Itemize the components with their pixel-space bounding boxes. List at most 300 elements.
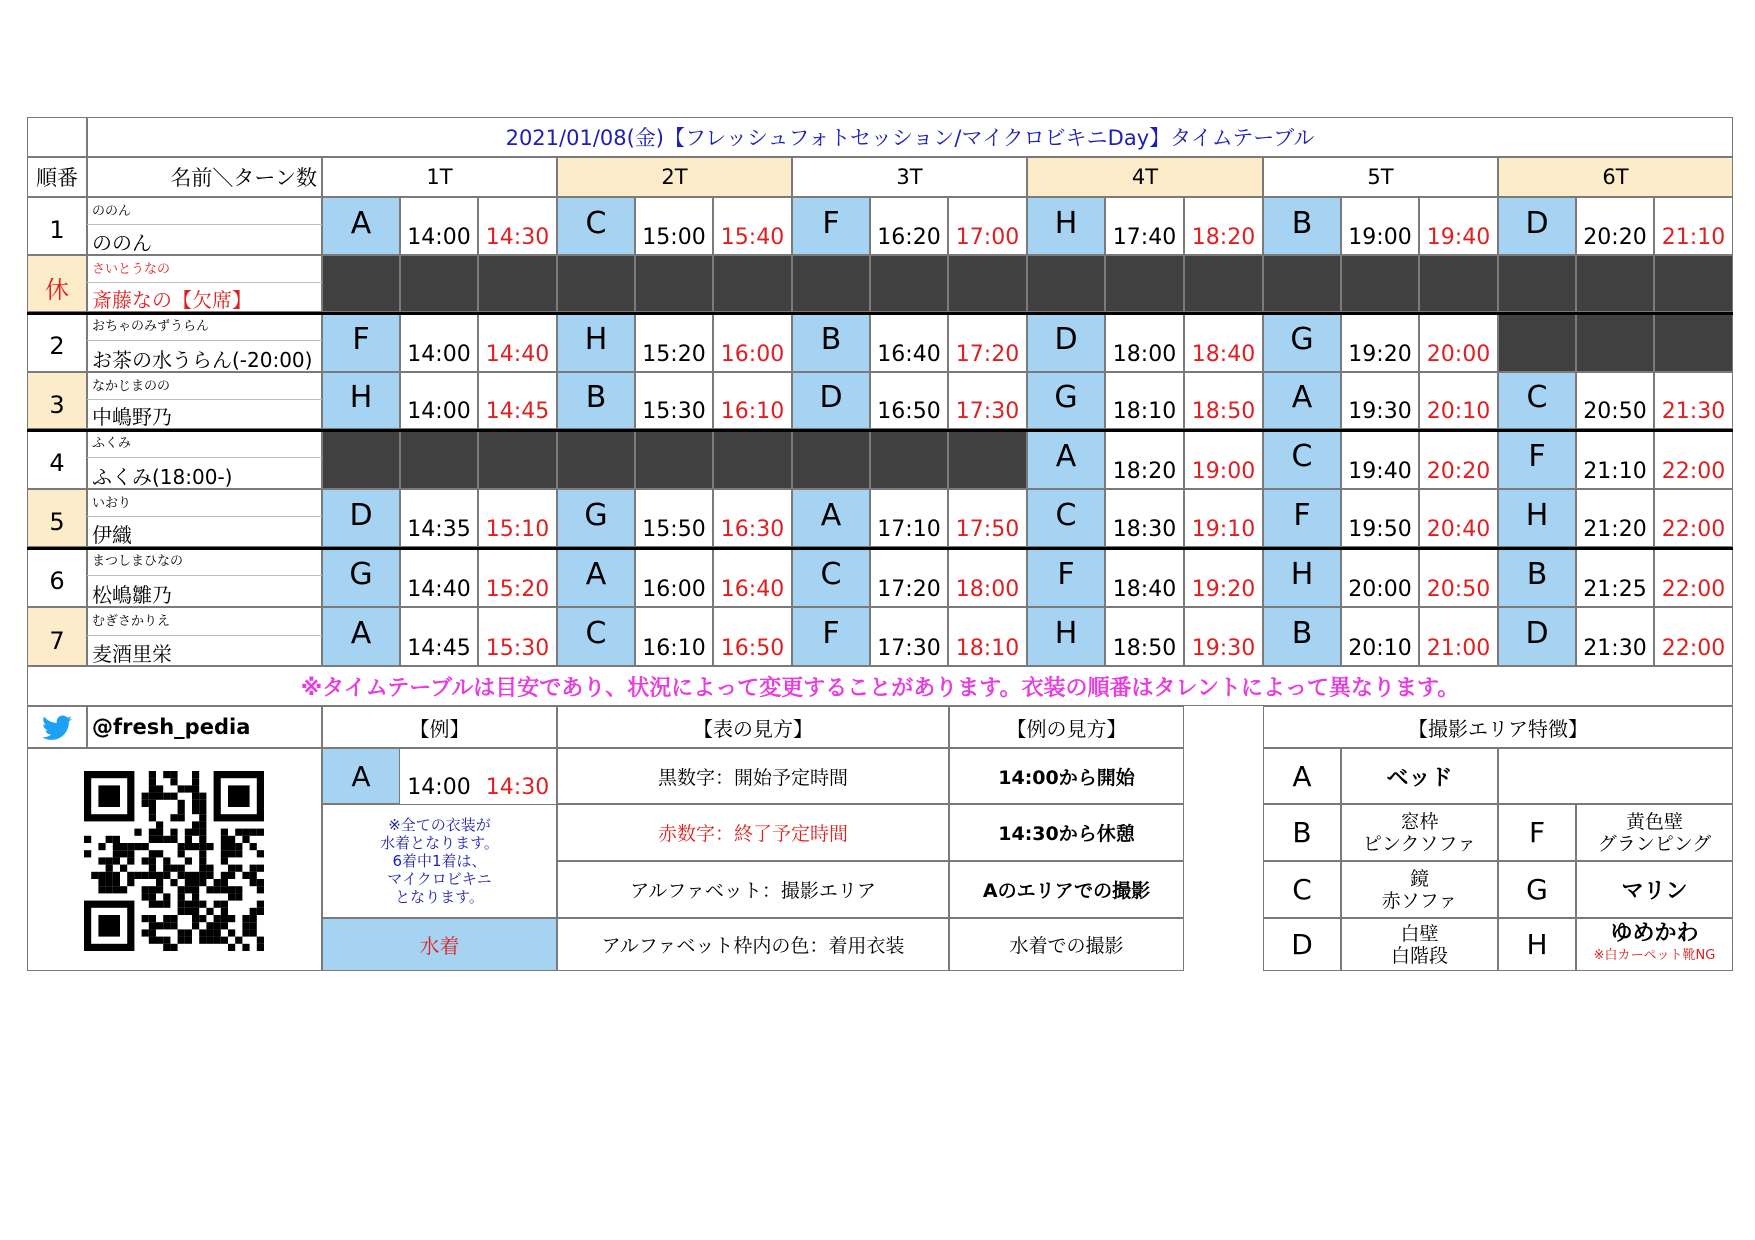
start-time: 16:10 [635,607,713,666]
qr-module [156,901,163,908]
end-time: 22:00 [1654,429,1733,489]
area-letter: D [1498,607,1576,666]
area-letter: F [792,607,870,666]
example-costume-reading: 水着での撮影 [949,918,1184,971]
qr-module [170,793,177,800]
qr-module [199,807,206,814]
qr-module [163,771,170,778]
qr-module [170,771,177,778]
name-kana: ふくみ [92,436,132,451]
empty-slot [635,255,713,312]
qr-module [235,829,242,836]
qr-module [192,778,199,785]
area-letter: F [1027,547,1105,607]
qr-module [156,879,163,886]
area-desc-line: グランピング [1597,832,1712,855]
swimsuit-note-line: 6着中1着は、 [392,852,487,870]
area-desc-line: 白壁 [1400,922,1439,945]
area-letter: F [1498,429,1576,489]
qr-module [98,915,120,937]
qr-module [178,886,185,893]
empty-slot [478,429,557,489]
empty-slot [948,429,1027,489]
qr-module [142,886,149,893]
area-letter-h: H [1498,918,1576,971]
area-desc-f [1576,804,1733,861]
qr-module [185,857,192,864]
qr-module [221,922,228,929]
qr-module [221,908,228,915]
empty-slot [870,429,948,489]
qr-module [192,872,199,879]
area-letter: D [1027,312,1105,372]
qr-module [242,872,249,879]
qr-module [206,908,213,915]
qr-module [113,879,120,886]
end-time: 16:00 [713,312,792,372]
start-time: 17:20 [870,547,948,607]
area-letter: B [557,372,635,429]
qr-module [192,807,199,814]
qr-module [106,886,113,893]
row-number: 2 [27,312,87,372]
qr-module [199,937,206,944]
qr-module [163,937,170,944]
area-letter: D [792,372,870,429]
qr-module [149,857,156,864]
guide-alphabet-color: アルファベット枠内の色：着用衣装 [557,918,949,971]
example-header: 【例】 [322,706,557,748]
row-number: 休 [27,255,87,312]
qr-module [170,915,177,922]
area-features-header: 【撮影エリア特徴】 [1263,706,1733,748]
qr-module [221,857,228,864]
qr-module [192,879,199,886]
end-time: 15:40 [713,197,792,255]
qr-module [84,850,91,857]
qr-module [170,865,177,872]
qr-module [257,937,264,944]
qr-module [120,886,127,893]
qr-module [98,879,105,886]
qr-module [149,836,156,843]
qr-module [178,893,185,900]
qr-module [163,872,170,879]
end-time: 21:30 [1654,372,1733,429]
name-full: ふくみ(18:00-) [92,465,233,489]
start-time: 20:10 [1341,607,1419,666]
qr-module [113,872,120,879]
qr-module [163,893,170,900]
area-desc-line: 赤ソファ [1381,889,1458,912]
area-letter: B [1263,607,1341,666]
qr-module [113,843,120,850]
start-time: 19:20 [1341,312,1419,372]
name-divider [87,635,322,636]
qr-module [242,836,249,843]
qr-module [221,872,228,879]
empty-slot [948,255,1027,312]
name-divider [87,457,322,458]
start-time: 20:00 [1341,547,1419,607]
header-order: 順番 [27,157,87,197]
end-time: 18:50 [1184,372,1263,429]
qr-module [185,843,192,850]
qr-module [149,937,156,944]
group-separator [27,547,1733,550]
start-time: 21:30 [1576,607,1654,666]
area-letter: F [1263,489,1341,547]
start-time: 14:00 [400,372,478,429]
area-letter: C [1263,429,1341,489]
end-time: 14:40 [478,312,557,372]
end-time: 19:40 [1419,197,1498,255]
swimsuit-note-line: ※全ての衣装が [388,816,491,834]
qr-module [156,821,163,828]
end-time: 21:00 [1419,607,1498,666]
qr-module [120,843,127,850]
qr-module [235,850,242,857]
qr-module [149,793,156,800]
header-turn-5: 5T [1263,157,1498,197]
start-time: 15:30 [635,372,713,429]
swimsuit-note-line: マイクロビキニ [387,870,492,888]
area-letter: A [322,607,400,666]
row-number: 1 [27,197,87,255]
qr-module [221,836,228,843]
end-time: 16:50 [713,607,792,666]
qr-module [185,836,192,843]
qr-module [178,785,185,792]
qr-module [228,843,235,850]
qr-module [221,915,228,922]
qr-module [163,857,170,864]
qr-module [156,922,163,929]
qr-module [156,793,163,800]
qr-module [192,843,199,850]
qr-module [250,829,257,836]
area-letter: A [557,547,635,607]
row-number: 4 [27,429,87,489]
qr-module [228,893,235,900]
area-letter: G [1027,372,1105,429]
area-letter-d: D [1263,918,1341,971]
qr-module [156,872,163,879]
area-letter-g: G [1498,861,1576,918]
empty-slot [1341,255,1419,312]
end-time: 22:00 [1654,607,1733,666]
qr-module [113,886,120,893]
qr-module [185,886,192,893]
qr-module [163,865,170,872]
header-turn-4: 4T [1027,157,1263,197]
qr-module [127,857,134,864]
qr-module [178,814,185,821]
qr-module [142,857,149,864]
area-letter: H [1498,489,1576,547]
end-time: 17:30 [948,372,1027,429]
qr-module [228,865,235,872]
qr-module [170,778,177,785]
qr-module [235,937,242,944]
qr-module [199,814,206,821]
qr-module [149,771,156,778]
end-time: 20:40 [1419,489,1498,547]
empty-slot [557,429,635,489]
name-full: 麦酒里栄 [92,642,172,666]
start-time: 21:25 [1576,547,1654,607]
start-time: 17:30 [870,607,948,666]
area-letter: G [322,547,400,607]
end-time: 16:40 [713,547,792,607]
end-time: 20:20 [1419,429,1498,489]
name-kana: なかじまのの [92,379,171,394]
end-time: 15:20 [478,547,557,607]
empty-slot [792,429,870,489]
area-letter-b: B [1263,804,1341,861]
qr-module [228,886,235,893]
empty-slot [557,255,635,312]
row-number: 6 [27,547,87,607]
name-full: 中嶋野乃 [92,405,172,429]
example-area-reading: Aのエリアでの撮影 [949,861,1184,918]
area-letter: H [322,372,400,429]
qr-module [221,886,228,893]
qr-module [163,922,170,929]
qr-module [228,929,235,936]
start-time: 14:40 [400,547,478,607]
area-letter: C [1027,489,1105,547]
empty-slot [870,255,948,312]
example-start: 14:00 [407,775,471,800]
qr-module [257,865,264,872]
area-desc-line: 鏡 [1409,867,1429,890]
name-full: ののん [92,231,152,255]
qr-module [127,843,134,850]
qr-module [170,829,177,836]
end-time: 17:20 [948,312,1027,372]
qr-module [113,836,120,843]
qr-module [178,929,185,936]
area-empty [1498,748,1733,804]
qr-module [163,793,170,800]
qr-module [257,901,264,908]
qr-module [149,800,156,807]
qr-module [221,843,228,850]
start-time: 20:20 [1576,197,1654,255]
qr-module [221,901,228,908]
end-time: 18:40 [1184,312,1263,372]
qr-module [199,800,206,807]
start-time: 16:40 [870,312,948,372]
empty-slot [1027,255,1105,312]
end-time: 20:00 [1419,312,1498,372]
qr-module [192,821,199,828]
qr-module [250,908,257,915]
empty-slot [1419,255,1498,312]
qr-module [214,915,221,922]
qr-module [170,944,177,951]
area-letter: D [322,489,400,547]
qr-module [149,829,156,836]
qr-module [113,850,120,857]
qr-module [106,857,113,864]
end-time: 15:30 [478,607,557,666]
start-time: 18:10 [1105,372,1184,429]
area-letter: H [557,312,635,372]
qr-module [199,836,206,843]
name-kana: さいとうなの [92,262,171,277]
qr-module [199,843,206,850]
qr-module [228,872,235,879]
name-kana: まつしまひなの [92,554,184,569]
area-letter-a: A [1263,748,1341,804]
qr-module [214,937,221,944]
qr-module [214,886,221,893]
start-time: 21:10 [1576,429,1654,489]
empty-slot [1105,255,1184,312]
start-time: 15:00 [635,197,713,255]
area-letter: A [322,197,400,255]
qr-module [149,872,156,879]
start-time: 14:00 [400,197,478,255]
area-letter: G [1263,312,1341,372]
area-letter: A [1263,372,1341,429]
qr-module [149,915,156,922]
qr-module [170,879,177,886]
name-kana: ののん [92,204,132,219]
end-time: 20:50 [1419,547,1498,607]
end-time: 16:10 [713,372,792,429]
end-time: 15:10 [478,489,557,547]
example-area: A [322,748,400,804]
group-separator [27,429,1733,432]
qr-module [242,929,249,936]
qr-module [214,879,221,886]
qr-module [257,886,264,893]
qr-code-icon[interactable] [84,771,264,951]
title-corner [27,117,87,157]
qr-module [185,872,192,879]
guide-alphabet: アルファベット：撮影エリア [557,861,949,918]
qr-module [170,836,177,843]
name-divider [87,575,322,576]
swimsuit-note [322,804,557,918]
qr-module [178,901,185,908]
header-turn-2: 2T [557,157,792,197]
qr-module [163,944,170,951]
empty-slot [635,429,713,489]
header-turn-6: 6T [1498,157,1733,197]
name-kana: おちゃのみずうらん [92,319,210,334]
table-guide-header: 【表の見方】 [557,706,949,748]
qr-module [106,836,113,843]
qr-module [84,836,91,843]
twitter-handle[interactable]: @fresh_pedia [87,706,322,748]
end-time: 18:20 [1184,197,1263,255]
qr-module [149,850,156,857]
qr-module [185,908,192,915]
group-separator [27,312,1733,315]
name-divider [87,399,322,400]
area-letter: A [1027,429,1105,489]
area-letter: D [1498,197,1576,255]
empty-slot [1576,255,1654,312]
example-times-frame [400,748,557,804]
qr-module [106,865,113,872]
start-time: 19:40 [1341,429,1419,489]
start-time: 15:20 [635,312,713,372]
qr-module [242,915,249,922]
qr-module [142,843,149,850]
qr-module [185,901,192,908]
start-time: 18:20 [1105,429,1184,489]
qr-module [185,829,192,836]
qr-module [178,850,185,857]
qr-module [250,922,257,929]
qr-module [242,922,249,929]
qr-module [206,843,213,850]
qr-module [235,843,242,850]
qr-module [156,785,163,792]
row-number: 3 [27,372,87,429]
end-time: 14:45 [478,372,557,429]
qr-module [170,814,177,821]
qr-module [199,879,206,886]
area-desc-line: ゆめかわ [1610,920,1699,946]
area-desc-line: ピンクソファ [1362,832,1477,855]
example-start-reading: 14:00から開始 [949,748,1184,804]
qr-module [163,836,170,843]
qr-module [250,929,257,936]
qr-module [149,785,156,792]
qr-module [199,872,206,879]
qr-module [221,937,228,944]
start-time: 19:30 [1341,372,1419,429]
area-desc-h [1576,918,1733,971]
qr-module [228,915,235,922]
empty-slot [713,255,792,312]
end-time: 17:50 [948,489,1027,547]
name-full: 松嶋雛乃 [92,583,172,607]
qr-module [214,901,221,908]
qr-module [206,865,213,872]
area-letter: H [1027,607,1105,666]
start-time: 17:10 [870,489,948,547]
qr-module [178,908,185,915]
qr-module [199,915,206,922]
empty-slot [1654,312,1733,372]
end-time: 18:10 [948,607,1027,666]
area-letter: C [557,607,635,666]
empty-slot [1184,255,1263,312]
start-time: 18:50 [1105,607,1184,666]
example-end-reading: 14:30から休憩 [949,804,1184,861]
qr-module [149,814,156,821]
swimsuit-note-line: 水着となります。 [380,834,499,852]
end-time: 17:00 [948,197,1027,255]
qr-module [149,886,156,893]
end-time: 19:30 [1184,607,1263,666]
end-time: 22:00 [1654,489,1733,547]
qr-module [221,850,228,857]
qr-module [106,879,113,886]
name-kana: いおり [92,496,132,511]
start-time: 18:40 [1105,547,1184,607]
area-letter: F [322,312,400,372]
end-time: 19:10 [1184,489,1263,547]
start-time: 16:20 [870,197,948,255]
